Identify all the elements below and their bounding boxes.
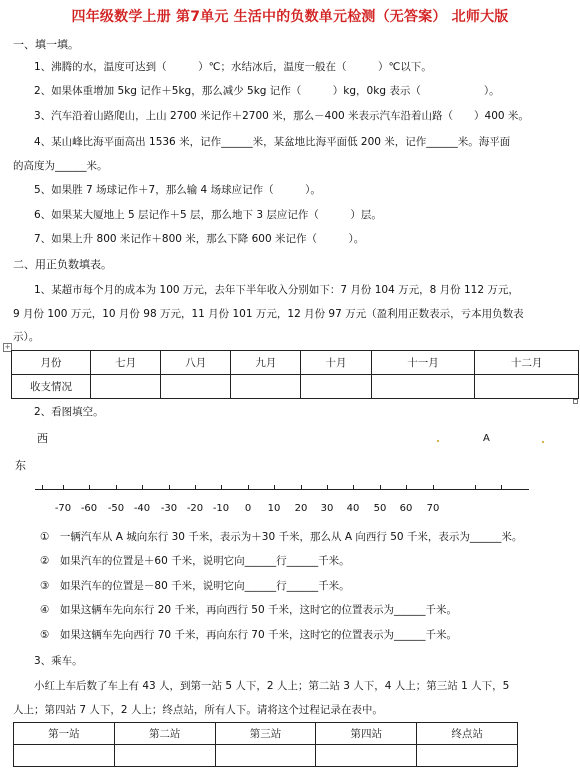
income-table bbox=[11, 350, 579, 399]
subquestion-3: ③ 如果汽车的位置是－80 千米，说明它向______行______千米。 bbox=[40, 580, 350, 592]
table-header-cell: 十二月 bbox=[475, 351, 579, 375]
table-header-cell: 终点站 bbox=[417, 723, 518, 745]
number-line-tick bbox=[274, 485, 275, 490]
decorative-dot-icon bbox=[542, 441, 544, 443]
question-1-3: 3、汽车沿着山路爬山，上山 2700 米记作＋2700 米，那么－400 米表示汽车沿着山路（ ）400 米。 bbox=[34, 110, 529, 122]
question-2-2: 2、看图填空。 bbox=[34, 406, 104, 418]
bus-table bbox=[13, 722, 518, 767]
table-cell[interactable] bbox=[316, 745, 417, 767]
table-cell[interactable] bbox=[161, 375, 231, 399]
table-cell[interactable] bbox=[371, 375, 475, 399]
number-line-tick-label: 10 bbox=[267, 503, 281, 514]
number-line-tick bbox=[195, 485, 196, 490]
number-line-tick-label: -10 bbox=[212, 503, 230, 514]
number-line-tick-label: -50 bbox=[107, 503, 125, 514]
number-line-tick bbox=[142, 485, 143, 490]
number-line-tick bbox=[406, 485, 407, 490]
table-cell[interactable] bbox=[475, 375, 579, 399]
question-1-4-line1: 4、某山峰比海平面高出 1536 米，记作______米，某盆地比海平面低 200 米，记作______米。海平面 bbox=[34, 136, 511, 148]
table-cell[interactable] bbox=[301, 375, 371, 399]
subquestion-4: ④ 如果这辆车先向东行 20 千米，再向西行 50 千米，这时它的位置表示为______千米。 bbox=[40, 604, 457, 616]
table-header-cell: 第二站 bbox=[114, 723, 215, 745]
number-line-tick bbox=[63, 485, 64, 490]
number-line-tick-label: -60 bbox=[80, 503, 98, 514]
table-cell[interactable] bbox=[14, 745, 115, 767]
number-line-tick bbox=[327, 485, 328, 490]
subquestion-5: ⑤ 如果这辆车先向西行 70 千米，再向东行 70 千米，这时它的位置表示为______千米。 bbox=[40, 629, 457, 641]
decorative-dot-icon bbox=[437, 440, 439, 442]
number-line-tick bbox=[42, 485, 43, 490]
subquestion-2: ② 如果汽车的位置是＋60 千米，说明它向______行______千米。 bbox=[40, 555, 350, 567]
table-move-handle-icon[interactable]: + bbox=[4, 343, 11, 351]
question-1-7: 7、如果上升 800 米记作＋800 米，那么下降 600 米记作（ ）。 bbox=[34, 233, 365, 245]
number-line-tick-label: 20 bbox=[294, 503, 308, 514]
table-header-cell: 十一月 bbox=[371, 351, 475, 375]
table-header-cell: 月份 bbox=[12, 351, 91, 375]
number-line-tick-label: -20 bbox=[186, 503, 204, 514]
table-cell[interactable] bbox=[417, 745, 518, 767]
number-line-tick-label: 60 bbox=[399, 503, 413, 514]
table-cell[interactable] bbox=[231, 375, 301, 399]
number-line-tick bbox=[501, 485, 502, 490]
number-line-tick bbox=[169, 485, 170, 490]
section2-heading: 二、用正负数填表。 bbox=[13, 258, 112, 271]
table-cell[interactable] bbox=[215, 745, 316, 767]
question-1-1: 1、沸腾的水，温度可达到（ ）℃；水结冰后，温度一般在（ ）℃以下。 bbox=[34, 61, 432, 73]
number-line-tick-label: 30 bbox=[320, 503, 334, 514]
table-header-cell: 十月 bbox=[301, 351, 371, 375]
question-2-3: 3、乘车。 bbox=[34, 655, 83, 667]
table-resize-handle-icon[interactable] bbox=[573, 399, 578, 404]
number-line-tick-label: -40 bbox=[133, 503, 151, 514]
table-header-cell: 第三站 bbox=[215, 723, 316, 745]
number-line-tick-label: -70 bbox=[54, 503, 72, 514]
question-1-5: 5、如果胜 7 场球记作＋7，那么输 4 场球应记作（ ）。 bbox=[34, 184, 321, 196]
table-row bbox=[14, 745, 518, 767]
subquestion-1: ① 一辆汽车从 A 城向东行 30 千米，表示为＋30 千米，那么从 A 向西行 50 千米，表示为______米。 bbox=[40, 531, 523, 543]
table-cell[interactable] bbox=[91, 375, 161, 399]
number-line bbox=[35, 489, 529, 490]
number-line-tick-label: 0 bbox=[244, 503, 252, 514]
number-line-tick bbox=[89, 485, 90, 490]
table-cell[interactable] bbox=[114, 745, 215, 767]
number-line-tick-label: 40 bbox=[346, 503, 360, 514]
section1-heading: 一、填一填。 bbox=[13, 38, 79, 51]
point-a-label: A bbox=[483, 433, 490, 444]
number-line-tick bbox=[433, 485, 434, 490]
table-header-cell: 七月 bbox=[91, 351, 161, 375]
west-label: 西 bbox=[37, 432, 48, 445]
table-header-cell: 第一站 bbox=[14, 723, 115, 745]
east-label: 东 bbox=[15, 459, 26, 472]
number-line-tick bbox=[353, 485, 354, 490]
question-2-3-line2: 人上；第四站 7 人下，2 人上；终点站，所有人下。请将这个过程记录在表中。 bbox=[13, 704, 383, 716]
number-line-tick bbox=[380, 485, 381, 490]
table-header-cell: 九月 bbox=[231, 351, 301, 375]
question-1-2: 2、如果体重增加 5kg 记作＋5kg，那么减少 5kg 记作（ ）kg，0kg 表示（ ）。 bbox=[34, 85, 500, 97]
number-line-tick-label: 50 bbox=[373, 503, 387, 514]
question-2-1-line3: 示）。 bbox=[13, 331, 40, 343]
table-header-cell: 八月 bbox=[161, 351, 231, 375]
number-line-tick bbox=[475, 485, 476, 490]
table-header-cell: 第四站 bbox=[316, 723, 417, 745]
table-row bbox=[12, 351, 579, 375]
table-row bbox=[12, 375, 579, 399]
number-line-tick-label: 70 bbox=[426, 503, 440, 514]
table-row-label: 收支情况 bbox=[12, 375, 91, 399]
question-2-1-line1: 1、某超市每个月的成本为 100 万元，去年下半年收入分别如下：7 月份 104 万元，8 月份 112 万元， bbox=[34, 284, 519, 296]
question-1-6: 6、如果某大厦地上 5 层记作＋5 层，那么地下 3 层应记作（ ）层。 bbox=[34, 209, 382, 221]
number-line-tick bbox=[221, 485, 222, 490]
table-row bbox=[14, 723, 518, 745]
number-line-tick bbox=[301, 485, 302, 490]
question-2-1-line2: 9 月份 100 万元，10 月份 98 万元，11 月份 101 万元，12 月份 97 万元（盈利用正数表示，亏本用负数表 bbox=[13, 308, 524, 320]
question-2-3-line1: 小红上车后数了车上有 43 人，到第一站 5 人下，2 人上；第二站 3 人下，4 人上；第三站 1 人下，5 bbox=[34, 680, 510, 692]
number-line-tick bbox=[116, 485, 117, 490]
number-line-tick-label: -30 bbox=[160, 503, 178, 514]
number-line-tick bbox=[248, 485, 249, 490]
page-title: 四年级数学上册 第7单元 生活中的负数单元检测（无答案） 北师大版 bbox=[71, 9, 509, 25]
question-1-4-line2: 的高度为______米。 bbox=[13, 160, 108, 172]
